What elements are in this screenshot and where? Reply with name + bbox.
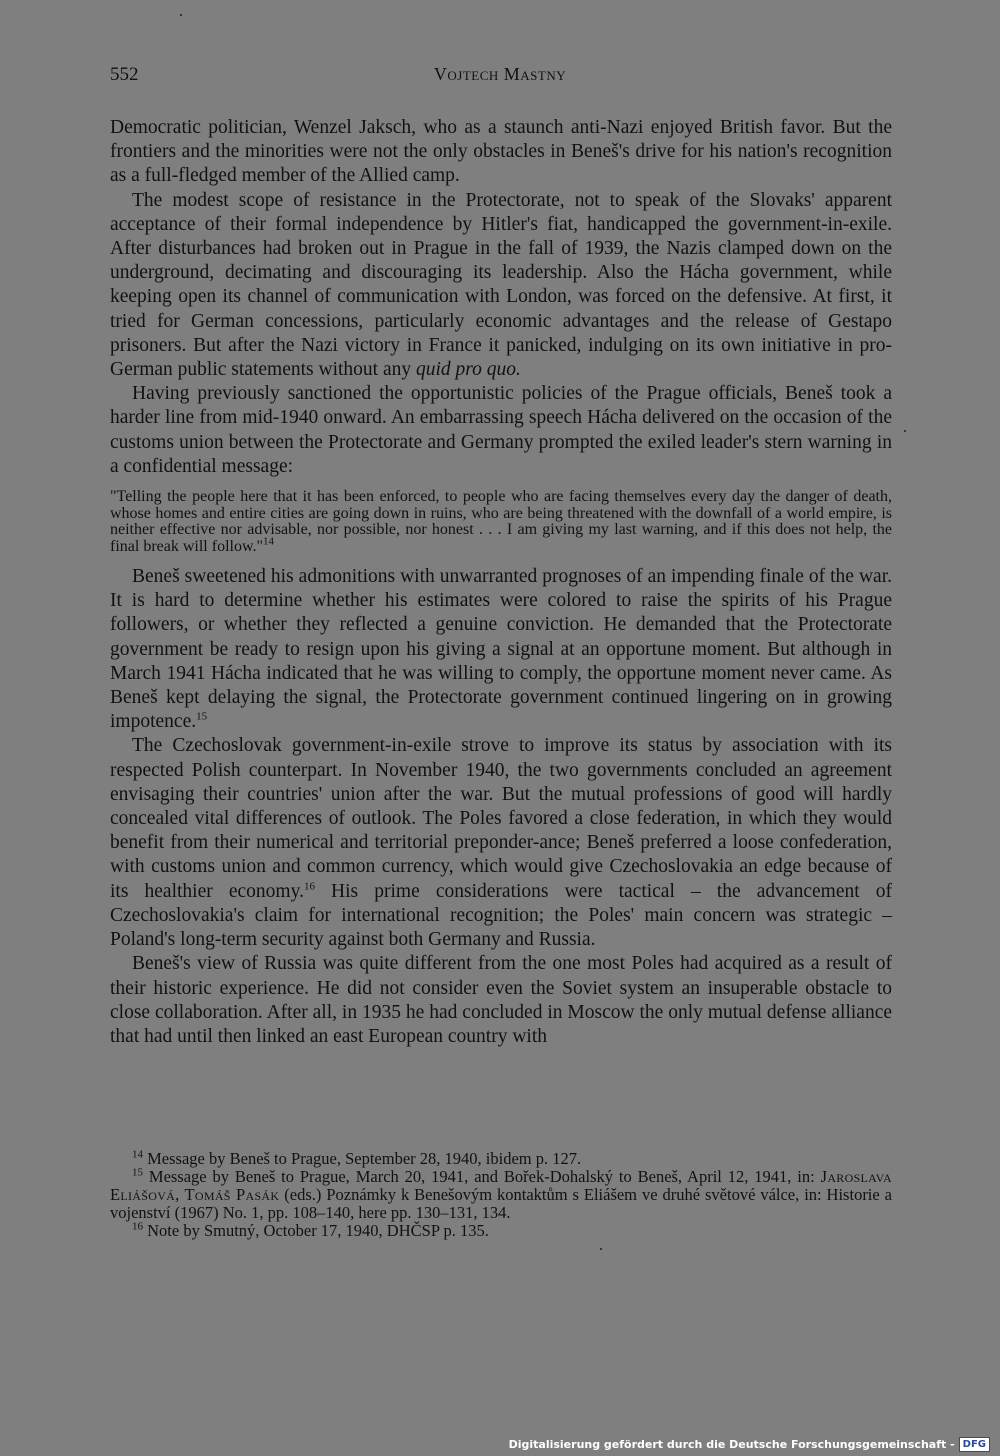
footnote-number: 14: [132, 1148, 143, 1161]
paragraph-text: The Czechoslovak government-in-exile strove to improve its status by association with its respected Polish counterpart. In November 1940, the two governments concluded an agreement envisaging their countries' union after the war. But the mutual professions of good will hardly concealed vital differences of outlook. The Poles favored a close federation, in which they would benefit from their numerical and territorial preponder-ance; Beneš preferred a loose confederation, with customs union and common currency, which would give Czechoslovakia an edge because of its healthier economy.: [110, 735, 892, 902]
paragraph-text: The modest scope of resistance in the Protectorate, not to speak of the Slovaks' apparent acceptance of their formal independence by Hitler's fiat, handicapped the government-in-exile. After disturbances had broken out in Prague in the fall of 1939, the Nazis clamped down on the underground, decimating and discouraging its leadership. Also the Hácha government, while keeping open its channel of communication with London, was forced on the defensive. At first, it tried for German concessions, particularly economic advantages and the release of Gestapo prisoners. But after the Nazi victory in France it panicked, indulging on its own initiative in pro-German public statements without any: [110, 189, 892, 381]
paragraph-text: Beneš sweetened his admonitions with unwarranted prognoses of an impending finale of the war. It is hard to determine whether his estimates were colored to raise the spirits of his Prague followers, or whether they reflected a genuine conviction. He demanded that the Protectorate government be ready to resign upon his giving a signal at an opportune moment. But although in March 1941 Hácha indicated that he was willing to comply, the opportune moment never came. As Beneš kept delaying the signal, the Protectorate government continued lingering on in growing impotence.: [110, 566, 892, 733]
page-number: 552: [110, 64, 139, 85]
paragraph: [110, 734, 892, 952]
quote-text: "Telling the people here that it has been enforced, to people who are facing themselves every day the danger of death, whose homes and entire cities are going down in ruins, who are being threatened with the downfall of a world empire, is neither effective nor advisable, nor possible, nor honest . . . I am giving my last warning, and if this does not help, the final break will follow.": [110, 488, 892, 555]
footnote-ref: 16: [303, 880, 315, 893]
footnote-text: Message by Beneš to Prague, September 28, 1940, ibidem p. 127.: [143, 1149, 582, 1168]
paragraph: Having previously sanctioned the opportunistic policies of the Prague officials, Beneš took a harder line from mid-1940 onward. An embarrassing speech Hácha delivered on the occasion of the customs union between the Protectorate and Germany prompted the exiled leader's stern warning in a confidential message:: [110, 383, 892, 477]
main-text: [110, 116, 892, 1049]
footnote-authors: Jaroslava Eliášová, Tomáš Pasák: [110, 1167, 892, 1204]
paragraph: Beneš's view of Russia was quite different from the one most Poles had acquired as a result of their historic experience. He did not consider even the Soviet system an insuperable obstacle to close collaboration. After all, in 1935 he had concluded in Moscow the only mutual defense alliance that had until then linked an east European country with: [110, 953, 892, 1047]
footnote-ref: 15: [196, 710, 208, 723]
running-head: Vojtech Mastny: [433, 64, 567, 84]
footnote-number: 15: [132, 1166, 143, 1179]
paragraph: [110, 189, 892, 383]
credit-text: Digitalisierung gefördert durch die Deutsche Forschungsgemeinschaft -: [508, 1438, 955, 1451]
block-quote: [110, 489, 892, 555]
footnote: [110, 1222, 892, 1240]
digitization-credit: [509, 1437, 990, 1452]
paragraph: [110, 565, 892, 734]
scan-speck: [180, 14, 182, 16]
paragraph: Democratic politician, Wenzel Jaksch, who as a staunch anti-Nazi enjoyed British favor. But the frontiers and the minorities were not the only obstacles in Beneš's drive for his nation's recognition as a full-fledged member of the Allied camp.: [110, 117, 892, 187]
footnote: [110, 1168, 892, 1222]
dfg-logo: DFG: [959, 1437, 990, 1452]
footnote-text: Note by Smutný, October 17, 1940, DHČSP p. 135.: [143, 1221, 489, 1240]
scan-speck: [600, 1248, 602, 1250]
paragraph-text: His prime considerations were tactical – the advancement of Czechoslovakia's claim for international recognition; the Poles' main concern was strategic – Poland's long-term security against both Germany and Russia.: [110, 880, 892, 951]
footnote-number: 16: [132, 1220, 143, 1233]
footnote: [110, 1150, 892, 1168]
footnote-ref: 14: [263, 535, 275, 548]
italic-phrase: quid pro quo.: [415, 359, 521, 381]
footnote-text: Message by Beneš to Prague, March 20, 1941, and Bořek-Dohalský to Beneš, April 12, 1941, in:: [143, 1167, 821, 1186]
footnotes: [110, 1150, 892, 1240]
footnote-text: (eds.) Poznámky k Benešovým kontaktům s Eliášem ve druhé světové válce, in: Historie a vojenství (1967) No. 1, pp. 108–140, here pp. 130–131, 134.: [110, 1185, 892, 1222]
scan-speck: [904, 430, 906, 432]
